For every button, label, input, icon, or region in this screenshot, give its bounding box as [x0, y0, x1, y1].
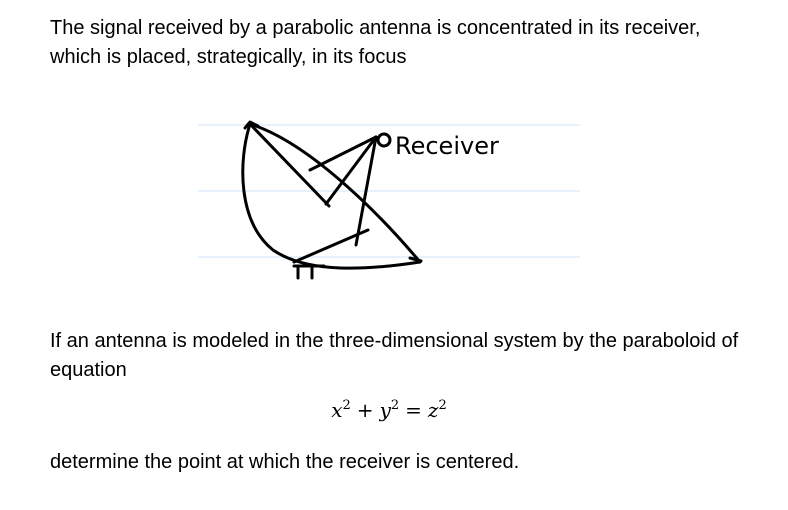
eq-y: y — [379, 398, 391, 422]
eq-plus: + — [356, 398, 374, 422]
question-paragraph: If an antenna is modeled in the three-dimensional system by the paraboloid of equation — [50, 330, 739, 381]
eq-equals: = — [405, 398, 422, 422]
paraboloid-equation — [0, 396, 778, 424]
receiver-label: Receiver — [395, 132, 499, 160]
task-paragraph: determine the point at which the receiver is centered. — [50, 451, 520, 473]
antenna-sketch — [198, 112, 580, 282]
intro-paragraph: The signal received by a parabolic antenna is concentrated in its receiver, which is placed, strategically, in its focus — [50, 17, 701, 68]
eq-x: x — [331, 398, 343, 422]
eq-z: z — [427, 398, 439, 422]
eq-x-exponent: 2 — [342, 398, 351, 413]
eq-z-exponent: 2 — [438, 398, 447, 413]
eq-y-exponent: 2 — [390, 398, 400, 413]
receiver-marker — [378, 134, 390, 146]
